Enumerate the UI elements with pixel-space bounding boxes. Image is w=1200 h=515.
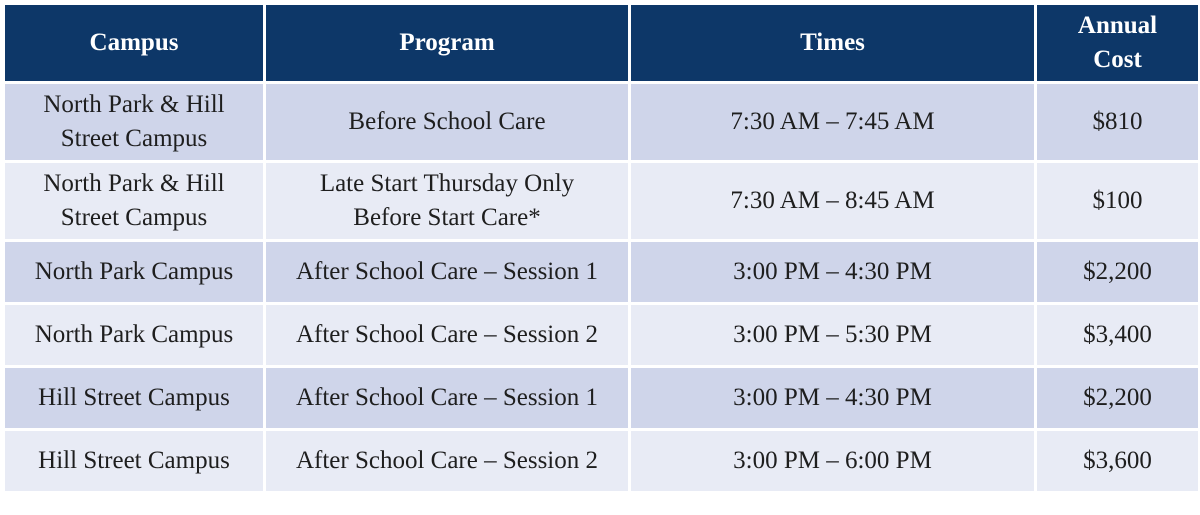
times-cell: 3:00 PM – 5:30 PM bbox=[630, 304, 1036, 367]
campus-cell bbox=[4, 162, 265, 241]
care-program-table bbox=[2, 2, 1200, 494]
header-times: Times bbox=[630, 4, 1036, 83]
cost-cell: $2,200 bbox=[1036, 367, 1200, 430]
campus-cell bbox=[4, 83, 265, 162]
campus-line2: Street Campus bbox=[60, 204, 208, 231]
header-cost-line1: Annual bbox=[1077, 12, 1158, 39]
program-cell: After School Care – Session 2 bbox=[265, 304, 630, 367]
table-body bbox=[4, 83, 1200, 493]
times-cell: 3:00 PM – 4:30 PM bbox=[630, 367, 1036, 430]
program-cell: After School Care – Session 1 bbox=[265, 241, 630, 304]
header-row bbox=[4, 4, 1200, 83]
times-cell: 3:00 PM – 6:00 PM bbox=[630, 430, 1036, 493]
table-row bbox=[4, 241, 1200, 304]
table-row bbox=[4, 367, 1200, 430]
program-cell: After School Care – Session 2 bbox=[265, 430, 630, 493]
header-cost-line2: Cost bbox=[1093, 46, 1142, 73]
cost-cell: $100 bbox=[1036, 162, 1200, 241]
table-row bbox=[4, 162, 1200, 241]
cost-cell: $2,200 bbox=[1036, 241, 1200, 304]
times-cell: 3:00 PM – 4:30 PM bbox=[630, 241, 1036, 304]
program-cell bbox=[265, 83, 630, 162]
campus-cell: Hill Street Campus bbox=[4, 430, 265, 493]
program-line2: Before Start Care* bbox=[353, 204, 541, 231]
campus-line1: North Park & Hill bbox=[43, 91, 225, 118]
program-cell bbox=[265, 162, 630, 241]
header-program: Program bbox=[265, 4, 630, 83]
header-annual-cost bbox=[1036, 4, 1200, 83]
times-cell: 7:30 AM – 8:45 AM bbox=[630, 162, 1036, 241]
campus-line2: Street Campus bbox=[60, 125, 208, 152]
cost-cell: $3,400 bbox=[1036, 304, 1200, 367]
times-cell: 7:30 AM – 7:45 AM bbox=[630, 83, 1036, 162]
program-line1: Late Start Thursday Only bbox=[319, 170, 575, 197]
campus-cell: Hill Street Campus bbox=[4, 367, 265, 430]
cost-cell: $810 bbox=[1036, 83, 1200, 162]
campus-cell: North Park Campus bbox=[4, 241, 265, 304]
program-line1: Before School Care bbox=[348, 108, 546, 135]
program-cell: After School Care – Session 1 bbox=[265, 367, 630, 430]
campus-line1: North Park & Hill bbox=[43, 170, 225, 197]
table-row bbox=[4, 83, 1200, 162]
header-campus: Campus bbox=[4, 4, 265, 83]
table-header bbox=[4, 4, 1200, 83]
cost-cell: $3,600 bbox=[1036, 430, 1200, 493]
table-row bbox=[4, 304, 1200, 367]
campus-cell: North Park Campus bbox=[4, 304, 265, 367]
table-row bbox=[4, 430, 1200, 493]
